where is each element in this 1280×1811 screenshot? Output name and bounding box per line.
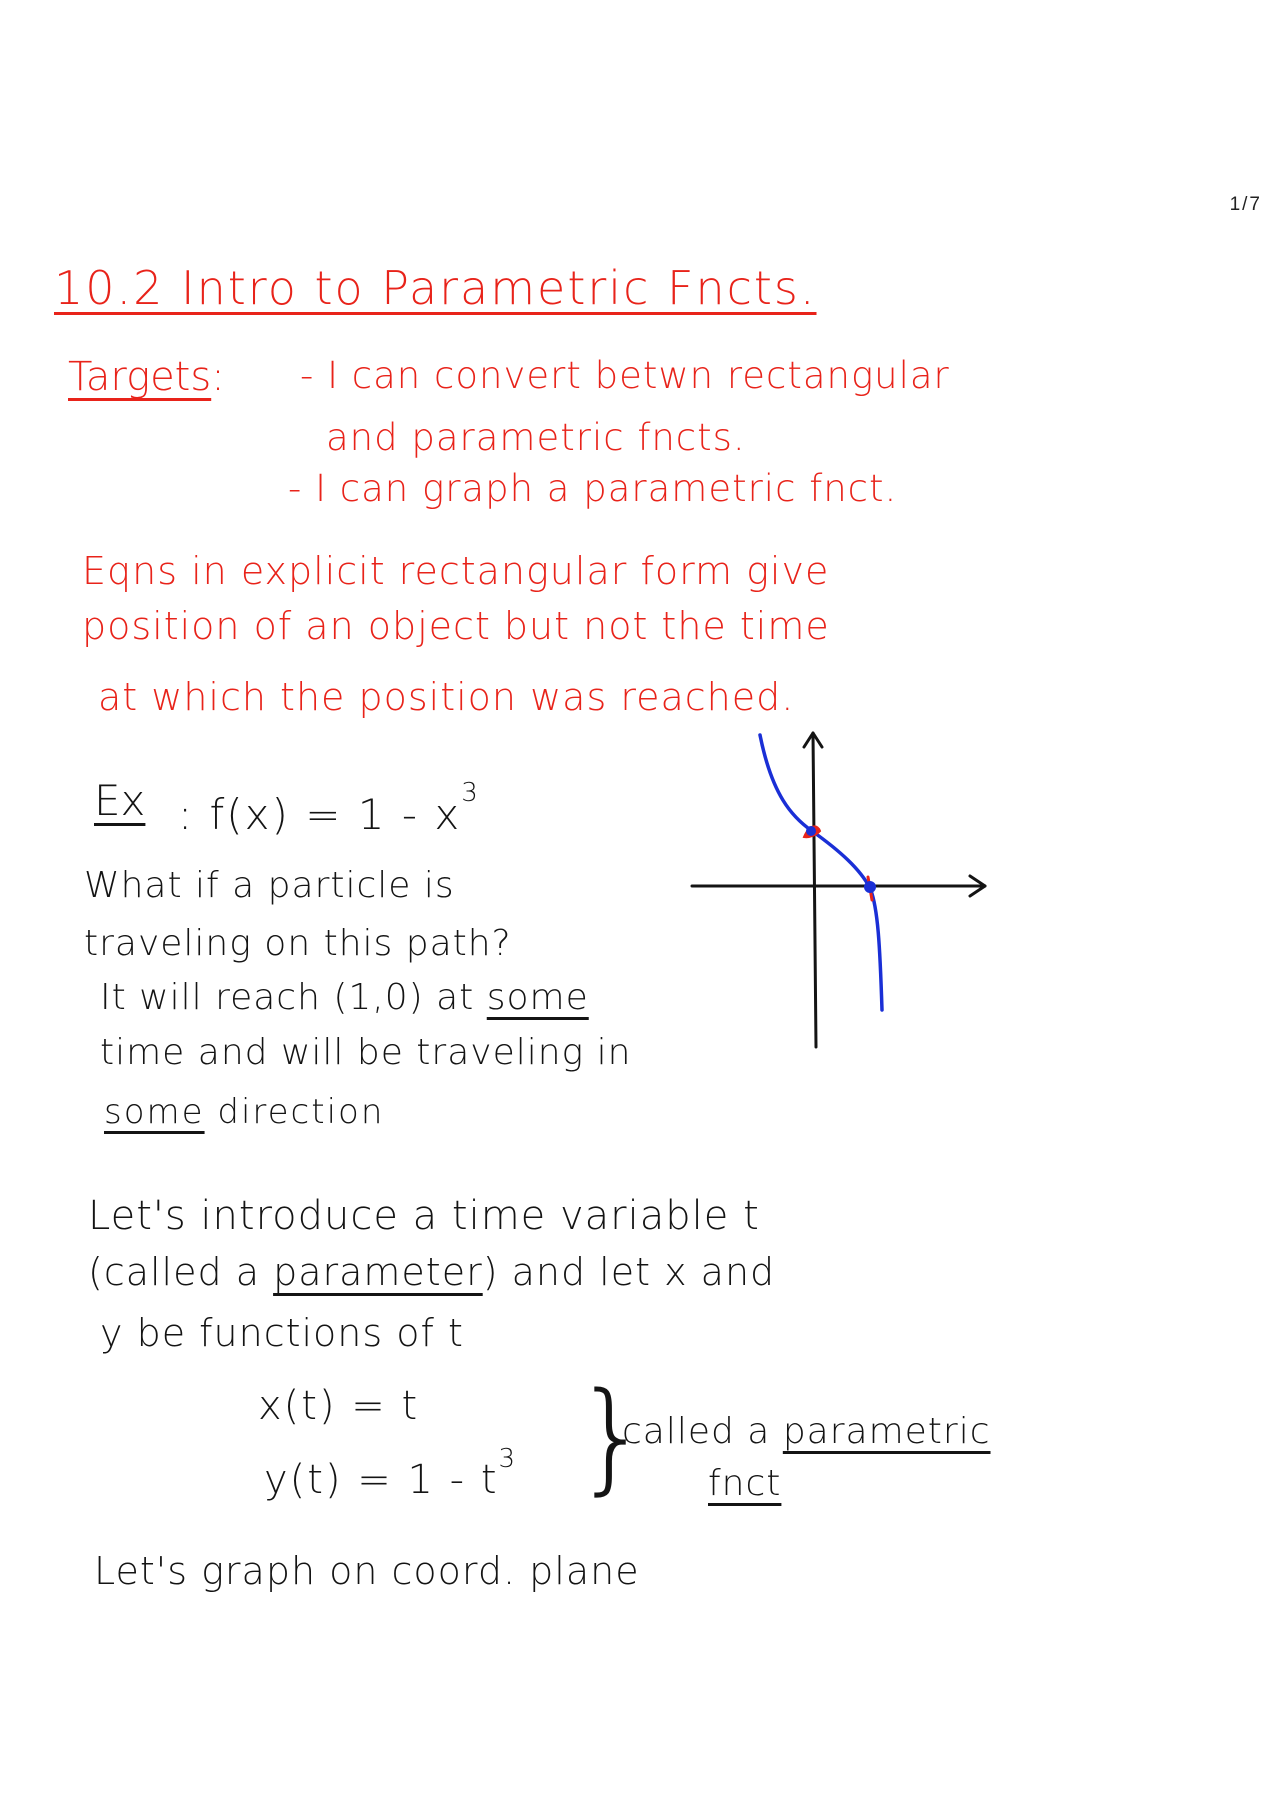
paragraph-line-2: position of an object but not the time (82, 604, 830, 648)
question-line-5 (104, 1092, 385, 1132)
target-item-1-line-2: and parametric fncts. (326, 416, 746, 459)
example-label (94, 776, 146, 825)
parametric-underlined: parametric (782, 1411, 991, 1452)
example-function (178, 778, 480, 839)
example-exponent: 3 (461, 778, 480, 808)
y-intercept-point (806, 826, 816, 836)
some-underlined-1: some (486, 977, 589, 1018)
intro-line-2 (88, 1250, 776, 1294)
curve (760, 735, 882, 1010)
x-axis (692, 876, 985, 896)
title-text: 10.2 Intro to Parametric Fncts. (54, 261, 817, 315)
question-line-4: time and will be traveling in (100, 1032, 632, 1073)
question-line-5-text: direction (204, 1092, 385, 1132)
paragraph-line-3: at which the position was reached. (98, 675, 795, 719)
x-intercept-point (864, 881, 876, 893)
parameter-underlined: parameter (273, 1250, 483, 1294)
curly-brace: } (574, 1368, 651, 1507)
example-label-text: Ex (94, 776, 146, 825)
intro-line-1: Let's introduce a time variable t (88, 1193, 760, 1239)
question-line-2: traveling on this path? (84, 923, 512, 964)
called-a-text: called a (622, 1411, 783, 1452)
intro-line-2-a: (called a (88, 1250, 274, 1294)
equation-y-base: y(t) = 1 - t (264, 1457, 499, 1503)
intro-line-2-c: ) and let x and (482, 1250, 776, 1294)
page-title (54, 261, 817, 315)
fnct-underlined: fnct (708, 1463, 782, 1504)
sketch-graph (680, 725, 1000, 1055)
y-axis (804, 733, 822, 1047)
targets-heading (68, 354, 225, 400)
called-label-line-2 (708, 1463, 782, 1504)
equation-x: x(t) = t (258, 1383, 420, 1429)
target-item-2: - I can graph a parametric fnct. (288, 467, 898, 510)
page-number: 1/7 (1229, 194, 1262, 215)
intro-line-3: y be functions of t (100, 1311, 464, 1355)
targets-colon: : (211, 354, 225, 400)
question-line-3 (100, 977, 589, 1018)
paragraph-line-1: Eqns in explicit rectangular form give (82, 549, 830, 593)
closing-line: Let's graph on coord. plane (94, 1549, 640, 1593)
equation-y (264, 1444, 518, 1503)
example-function-text: : f(x) = 1 - x (178, 790, 462, 839)
targets-label: Targets (68, 354, 212, 400)
question-line-1: What if a particle is (84, 865, 455, 906)
target-item-1-line-1: - I can convert betwn rectangular (300, 354, 950, 397)
question-line-3-text: It will reach (1,0) at (100, 977, 487, 1018)
called-label (622, 1411, 991, 1452)
equation-y-exponent: 3 (498, 1444, 518, 1474)
some-underlined-2: some (104, 1092, 205, 1132)
